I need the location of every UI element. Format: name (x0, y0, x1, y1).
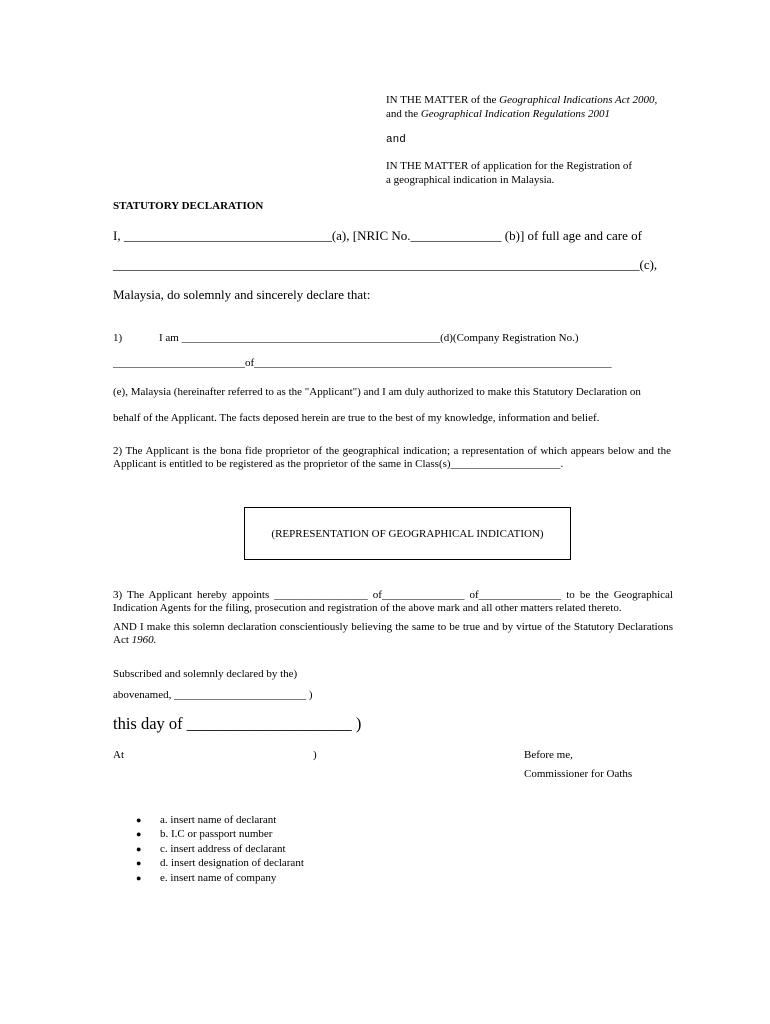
para1-line3: (e), Malaysia (hereinafter referred to as the "Applicant") and I am duly authorized to make this Statutory Declaration on (113, 386, 641, 398)
para3: 3) The Applicant hereby appoints _________________ of_______________ of_______________ to be the Geographical Indication Agents for the filing, prosecution and registration of the above mark and all other matters related thereto. (113, 589, 673, 614)
solemn-declare-line: Malaysia, do solemnly and sincerely declare that: (113, 287, 371, 302)
bullet-icon: ● (136, 829, 142, 840)
matter2-line1: IN THE MATTER of application for the Registration of (386, 160, 633, 172)
declarant-line: I, ________________________________(a), [NRIC No.______________ (b)] of full age and care of (113, 228, 642, 243)
subscribed-line2: abovenamed, ________________________ ) (113, 689, 313, 701)
para4 (113, 621, 673, 647)
para2: 2) The Applicant is the bona fide proprietor of the geographical indication; a representation of which appears below and the Applicant is entitled to be registered as the proprietor of the same in Class(s)____________________. (113, 445, 671, 470)
list-item (119, 871, 304, 885)
list-item (119, 856, 304, 870)
and-connector: and (386, 134, 406, 146)
bullet-icon: ● (136, 858, 142, 869)
regulations-name: Geographical Indication Regulations 2001 (420, 108, 610, 120)
address-line: _________________________________________________________________________________(c), (113, 257, 658, 272)
matter-prefix: IN THE MATTER of the (386, 94, 500, 106)
matter-line2-prefix: and the (386, 108, 421, 120)
note-text: b. I.C or passport number (160, 828, 273, 841)
para1-line4: behalf of the Applicant. The facts deposed herein are true to the best of my knowledge, information and belief. (113, 412, 600, 424)
note-text: c. insert address of declarant (160, 842, 286, 855)
matter2-line2: a geographical indication in Malaysia. (386, 174, 555, 186)
matter-heading-line1 (386, 94, 657, 107)
instructions-list (119, 813, 304, 885)
list-item (119, 827, 304, 841)
at-label: At (113, 749, 124, 761)
para1-line2: ________________________of_________________________________________________________________ (113, 357, 612, 369)
matter-heading-line2 (386, 108, 610, 121)
note-text: a. insert name of declarant (160, 814, 277, 826)
para1-number: 1) (113, 332, 123, 344)
para4-text: AND I make this solemn declaration conscientiously believing the same to be true and by virtue of the Statutory Declarations Act (113, 621, 673, 646)
list-item (119, 842, 304, 856)
bullet-icon: ● (136, 815, 142, 825)
commissioner-for-oaths: Commissioner for Oaths (524, 768, 633, 780)
bullet-icon: ● (136, 843, 142, 854)
representation-box (244, 507, 571, 560)
para1-line1: I am _______________________________________________(d)(Company Registration No.) (159, 332, 579, 344)
act-name: Geographical Indications Act 2000, (499, 94, 658, 106)
this-day-line: this day of ____________________ ) (113, 714, 362, 733)
act-year: 1960. (131, 634, 157, 646)
list-item (119, 813, 304, 827)
note-text: d. insert designation of declarant (160, 857, 304, 870)
document-title: STATUTORY DECLARATION (113, 200, 264, 212)
representation-label: (REPRESENTATION OF GEOGRAPHICAL INDICATION) (271, 527, 544, 540)
bullet-icon: ● (136, 872, 142, 883)
note-text: e. insert name of company (160, 871, 277, 884)
at-paren: ) (313, 749, 317, 761)
before-me: Before me, (524, 749, 573, 761)
subscribed-line1: Subscribed and solemnly declared by the) (113, 668, 298, 680)
